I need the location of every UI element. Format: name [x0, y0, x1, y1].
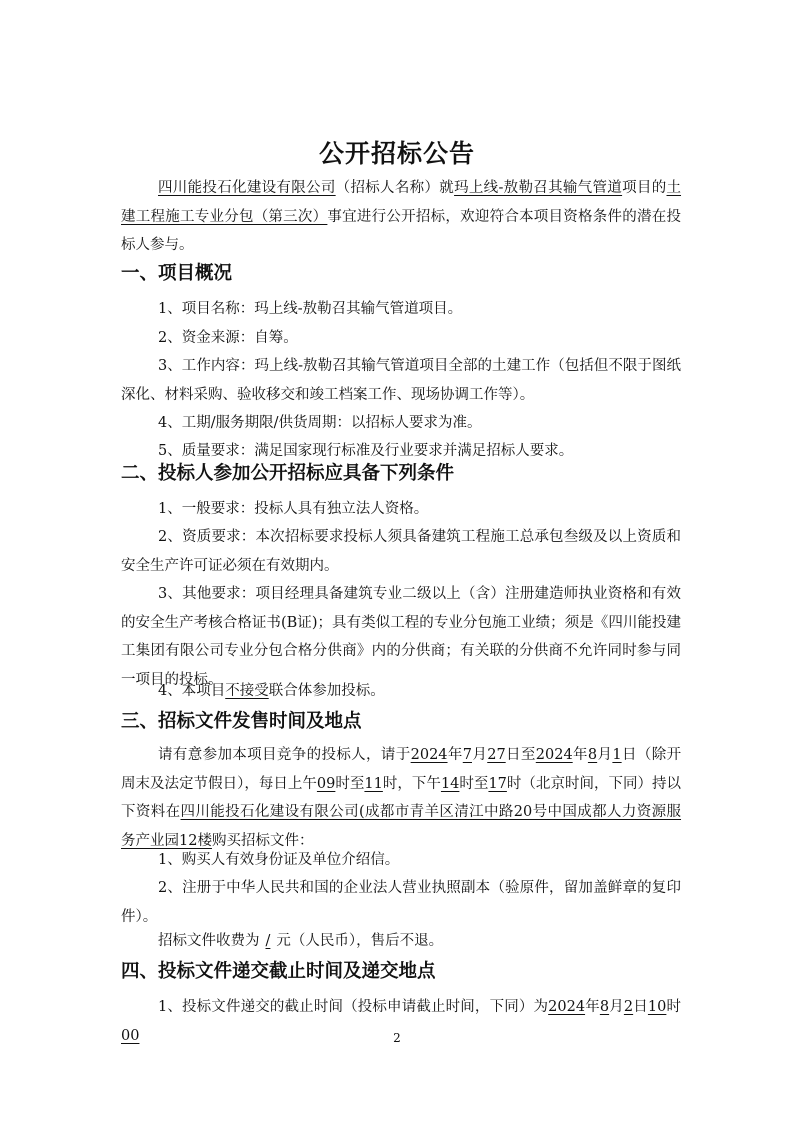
am-end: 11: [364, 775, 383, 792]
page-number: 2: [393, 1031, 401, 1045]
section-2-item: 3、其他要求：项目经理具备建筑专业二级以上（含）注册建造师执业资格和有效的安全生产考核合格证书(B证)；具有类似工程的专业分包施工业绩；须是《四川能投建工集团有限公司专业分包合格分供商》内的分供商；有关联的分供商不允许同时参与同一项目的投标。: [121, 586, 681, 688]
am-start: 09: [316, 775, 336, 792]
end-month: 8: [587, 747, 598, 763]
month-char: 月: [609, 999, 624, 1015]
section-1-item: 1、项目名称：玛上线-敖勒召其输气管道项目。: [158, 301, 463, 317]
section-2-heading: 二、投标人参加公开招标应具备下列条件: [121, 463, 455, 484]
to-text: 时至: [335, 775, 365, 792]
end-day: 1: [612, 747, 622, 763]
deadline-day: 2: [623, 999, 634, 1015]
day-char: 日: [633, 999, 648, 1015]
fee-value: /: [265, 933, 271, 949]
intro-text-1: （招标人名称）就: [335, 180, 455, 196]
start-day: 27: [487, 747, 506, 763]
start-year: 2024: [410, 747, 448, 763]
pm-end: 17: [488, 775, 507, 792]
section-1-item: 5、质量要求：满足国家现行标准及行业要求并满足招标人要求。: [158, 443, 574, 459]
section-3-item: 2、注册于中华人民共和国的企业法人营业执照副本（验原件，留加盖鲜章的复印件）。: [121, 880, 681, 925]
day-to: 日至: [505, 747, 536, 763]
page-title: 公开招标公告: [318, 139, 475, 168]
year-char: 年: [585, 999, 600, 1015]
sale-text-e: 购买招标文件：: [211, 832, 314, 849]
intro-text-3: 事宜进行公开招标，欢迎符合本项目资格条件的潜在投标人参与。: [121, 208, 681, 253]
deadline-hour: 10: [647, 999, 667, 1015]
deadline-text: 1、投标文件递交的截止时间（投标申请截止时间，下同）为: [158, 999, 549, 1015]
section-3-item: 1、购买人有效身份证及单位介绍信。: [158, 852, 400, 868]
end-year: 2024: [535, 747, 573, 763]
section-4-heading: 四、投标文件递交截止时间及递交地点: [121, 961, 436, 982]
fee-suffix: 元（人民币），售后不退。: [276, 933, 444, 949]
sale-text-d: 时（北京时间，下同）持以下资料在: [121, 775, 682, 820]
project-name: 玛上线-敖勒召其输气管道: [454, 180, 623, 196]
deadline-minute: 00: [121, 1027, 140, 1044]
fee-paragraph: [121, 927, 681, 956]
intro-text-2: 项目的: [622, 180, 667, 196]
sale-text-a: 请有意参加本项目竞争的投标人，请于: [158, 747, 411, 763]
deadline-year: 2024: [548, 999, 586, 1015]
section-2-item-4: [121, 677, 681, 706]
pm-start: 14: [440, 775, 460, 792]
deadline-month: 8: [599, 999, 610, 1015]
consortium-value: 不接受: [225, 683, 269, 699]
package-name: 土建工程施工专业分包（第三次）: [121, 180, 682, 225]
year-char: 年: [447, 747, 463, 763]
section-2-item: 2、资质要求：本次招标要求投标人须具备建筑工程施工总承包叁级及以上资质和安全生产许可证必须在有效期内。: [121, 529, 681, 574]
sale-time-paragraph: [121, 741, 681, 855]
item4-suffix: 联合体参加投标。: [268, 683, 385, 699]
section-1-item: 2、资金来源：自筹。: [158, 330, 298, 346]
fee-prefix: 招标文件收费为: [158, 933, 260, 949]
month-char: 月: [597, 747, 613, 763]
section-1-item: 4、工期/服务期限/供货周期：以招标人要求为准。: [158, 415, 482, 431]
item4-prefix: 4、本项目: [158, 683, 226, 699]
section-3-heading: 三、招标文件发售时间及地点: [121, 711, 362, 732]
tenderer-name: 四川能投石化建设有限公司: [158, 180, 336, 196]
section-1-heading: 一、项目概况: [121, 263, 233, 284]
section-2-item: 1、一般要求：投标人具有独立法人资格。: [158, 501, 429, 517]
hour-char: 时: [666, 999, 682, 1015]
sale-text-c: 时，下午: [382, 775, 441, 792]
section-1-item: 3、工作内容：玛上线-敖勒召其输气管道项目全部的土建工作（包括但不限于图纸深化、材料采购、验收移交和竣工档案工作、现场协调工作等）。: [121, 358, 681, 403]
sale-text-b: 日（除开周末及法定节假日），每日上午: [121, 747, 682, 792]
month-char: 月: [472, 747, 488, 763]
intro-paragraph: [121, 174, 681, 260]
start-month: 7: [462, 747, 472, 763]
to-text: 时至: [459, 775, 489, 792]
sale-location: 四川能投石化建设有限公司(成都市青羊区清江中路20号中国成都人力资源服务产业园12楼: [121, 804, 682, 849]
year-char: 年: [572, 747, 588, 763]
